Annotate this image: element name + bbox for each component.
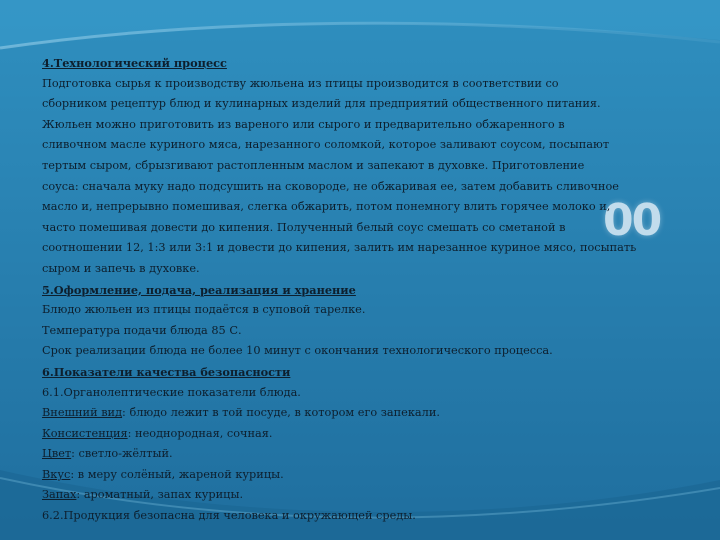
color-text: : светло-жёлтый.	[71, 447, 173, 461]
taste-line	[42, 465, 672, 486]
appearance-line	[42, 403, 672, 424]
section-4-heading: 4.Технологический процесс	[42, 56, 227, 70]
consistency-label: Консистенция	[42, 426, 128, 440]
section-5-heading: 5.Оформление, подача, реализация и хранение	[42, 282, 356, 297]
smell-line	[42, 485, 672, 506]
taste-text: : в меру солёный, жареной курицы.	[70, 467, 284, 481]
consistency-text: : неоднородная, сочная.	[127, 426, 273, 440]
slide-number: 00	[603, 195, 661, 246]
slide-body	[42, 53, 672, 527]
appearance-label: Внешний вид	[42, 406, 123, 420]
process-line: соуса: сначала муку надо подсушить на сковороде, не обжаривая ее, затем добавить сливочное	[42, 179, 619, 193]
consistency-line	[42, 424, 672, 445]
serving-line: Блюдо жюльен из птицы подаётся в суповой тарелке.	[42, 303, 366, 317]
organoleptic-line: 6.1.Органолептические показатели блюда.	[42, 385, 301, 399]
process-line: сыром и запечь в духовке.	[42, 261, 200, 275]
process-line: сливочном масле куриного мяса, нарезанного соломкой, которое заливают соусом, посыпают	[42, 138, 610, 152]
serving-line: Срок реализации блюда не более 10 минут с окончания технологического процесса.	[42, 344, 553, 358]
taste-label: Вкус	[42, 467, 71, 481]
smell-text: : ароматный, запах курицы.	[76, 488, 244, 502]
appearance-text: : блюдо лежит в той посуде, в котором его запекали.	[122, 406, 440, 420]
process-line: часто помешивая довести до кипения. Полученный белый соус смешать со сметаной в	[42, 220, 566, 234]
process-line: Подготовка сырья к производству жюльена из птицы производится в соответствии со	[42, 76, 559, 90]
process-line: тертым сыром, сбрызгивают растопленным маслом и запекают в духовке. Приготовление	[42, 158, 585, 172]
process-line: соотношении 12, 1:3 или 3:1 и довести до кипения, залить им нарезанное куриное мясо, посыпать	[42, 241, 637, 255]
process-line: масло и, непрерывно помешивая, слегка обжарить, потом понемногу влить горячее молоко и,	[42, 200, 611, 214]
section-6-heading: 6.Показатели качества безопасности	[42, 364, 291, 379]
process-line: Жюльен можно приготовить из вареного или сырого и предварительно обжаренного в	[42, 117, 565, 131]
color-label: Цвет	[42, 447, 72, 461]
process-line: сборником рецептур блюд и кулинарных изделий для предприятий общественного питания.	[42, 97, 601, 111]
color-line	[42, 444, 672, 465]
smell-label: Запах	[42, 488, 77, 502]
safety-line: 6.2.Продукция безопасна для человека и окружающей среды.	[42, 509, 416, 523]
serving-line: Температура подачи блюда 85 С.	[42, 323, 242, 337]
